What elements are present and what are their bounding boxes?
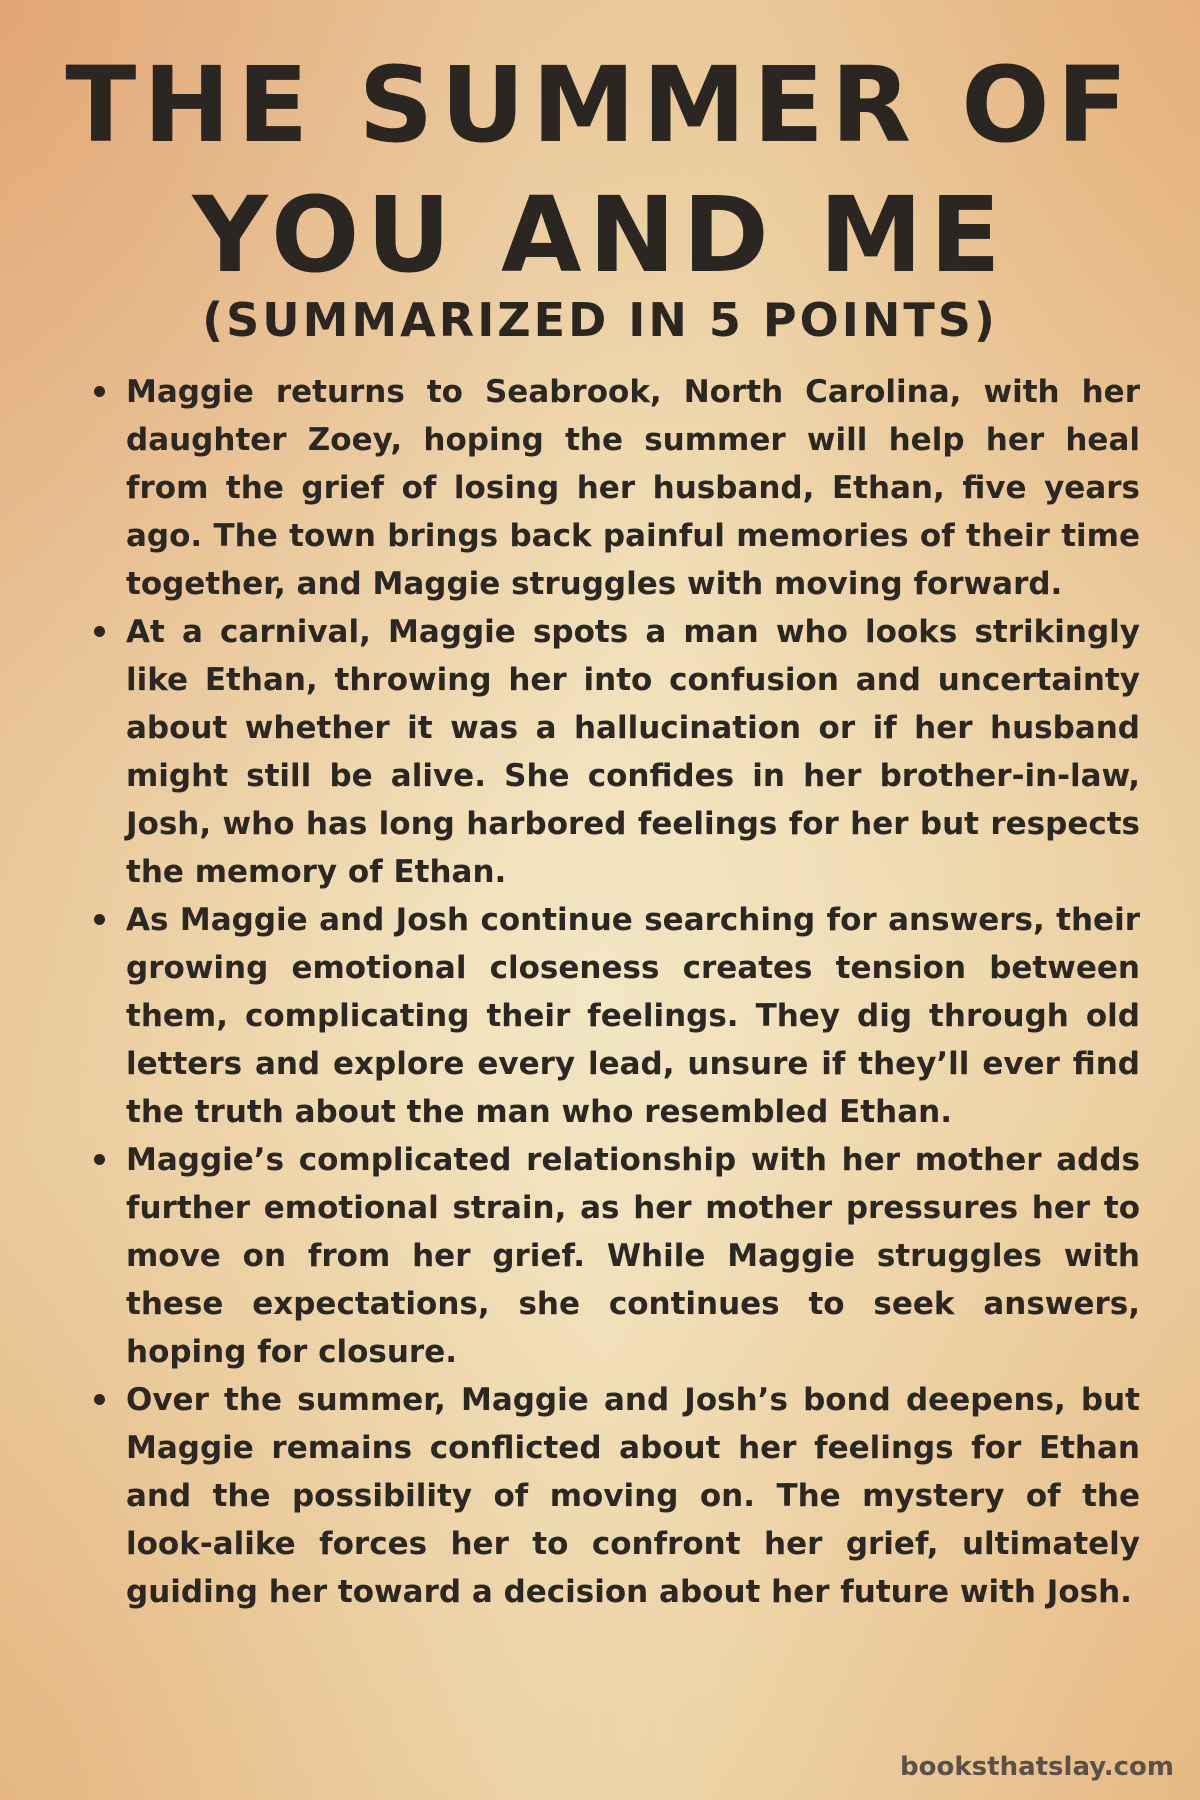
summary-point bbox=[92, 608, 1140, 896]
source-watermark: booksthatslay.com bbox=[900, 1752, 1174, 1782]
bullet-icon bbox=[94, 914, 105, 925]
page-title bbox=[0, 40, 1200, 300]
subtitle: (SUMMARIZED IN 5 POINTS) bbox=[202, 293, 998, 347]
summary-point-text: Maggie’s complicated relationship with her mother adds further emotional strain, as her mother pressures her to move on from her grief. While Maggie struggles with these expectations, she continues to seek answers, hoping for closure. bbox=[126, 1142, 1140, 1370]
summary-point bbox=[92, 896, 1140, 1136]
bullet-icon bbox=[94, 386, 105, 397]
bullet-icon bbox=[94, 626, 105, 637]
summary-point bbox=[92, 368, 1140, 608]
bullet-icon bbox=[94, 1394, 105, 1405]
summary-points-list bbox=[92, 368, 1140, 1616]
summary-point-text: As Maggie and Josh continue searching for answers, their growing emotional closeness creates tension between them, complicating their feelings. They dig through old letters and explore every lead, unsure if they’ll ever find the truth about the man who resembled Ethan. bbox=[126, 902, 1140, 1130]
title-line-2: YOU AND ME bbox=[192, 174, 1008, 296]
bullet-icon bbox=[94, 1154, 105, 1165]
summary-point bbox=[92, 1376, 1140, 1616]
summary-point bbox=[92, 1136, 1140, 1376]
summary-point-text: At a carnival, Maggie spots a man who looks strikingly like Ethan, throwing her into confusion and uncertainty about whether it was a hallucination or if her husband might still be alive. She confides in her brother-in-law, Josh, who has long harbored feelings for her but respects the memory of Ethan. bbox=[126, 614, 1140, 890]
title-line-1: THE SUMMER OF bbox=[65, 44, 1135, 166]
summary-point-text: Maggie returns to Seabrook, North Carolina, with her daughter Zoey, hoping the summer will help her heal from the grief of losing her husband, Ethan, five years ago. The town brings back painful memories of their time together, and Maggie struggles with moving forward. bbox=[126, 374, 1140, 602]
summary-point-text: Over the summer, Maggie and Josh’s bond deepens, but Maggie remains conflicted about her feelings for Ethan and the possibility of moving on. The mystery of the look-alike forces her to confront her grief, ultimately guiding her toward a decision about her future with Josh. bbox=[126, 1382, 1140, 1610]
